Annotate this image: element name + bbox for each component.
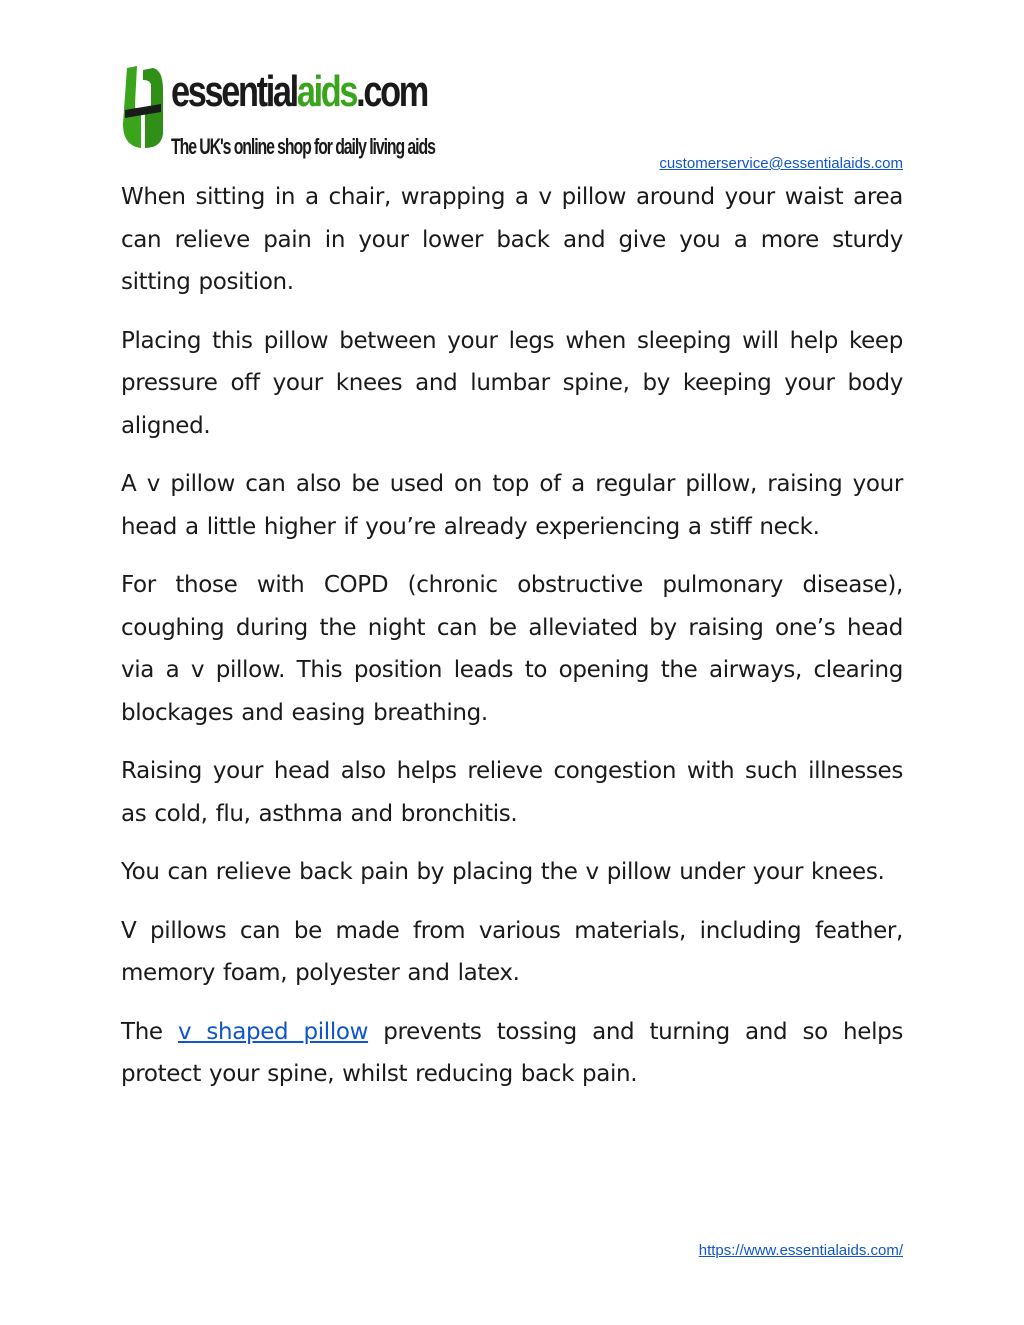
paragraph-1: When sitting in a chair, wrapping a v pillow around your waist area can relieve pain in your lower back and give you a more sturdy sitting position. (121, 184, 903, 295)
logo-tagline: The UK's online shop for daily living aids (171, 134, 435, 159)
paragraph-8-text-after: prevents tossing and turning and so helps protect your spine, whilst reducing back pain. (121, 1018, 903, 1087)
brand-logo[interactable] (121, 58, 435, 168)
paragraph-8 (121, 1011, 903, 1096)
customer-service-email-link[interactable]: customerservice@essentialaids.com (659, 155, 903, 172)
paragraph-2: Placing this pillow between your legs when sleeping will help keep pressure off your knees and lumbar spine, by keeping your body aligned. (121, 327, 903, 439)
logo-wordmark-part-1: essential (171, 67, 297, 116)
v-shaped-pillow-link[interactable]: v shaped pillow (177, 1018, 369, 1045)
logo-wordmark-part-3: .com (356, 67, 427, 116)
paragraph-4: For those with COPD (chronic obstructive pulmonary disease), coughing during the night can be alleviated by raising one’s head via a v pillow. This position leads to opening the airways, clearing blockages and easing breathing. (121, 572, 903, 726)
website-url-link[interactable]: https://www.essentialaids.com/ (698, 1242, 903, 1259)
paragraph-3: A v pillow can also be used on top of a regular pillow, raising your head a little higher if you’re already experiencing a stiff neck. (121, 471, 903, 540)
logo-mark-icon (121, 64, 165, 150)
article-body (121, 176, 903, 1112)
page-header (121, 58, 903, 178)
logo-wordmark (171, 67, 427, 116)
paragraph-5: Raising your head also helps relieve congestion with such illnesses as cold, flu, asthma and bronchitis. (121, 758, 903, 827)
paragraph-8-text-before: The (121, 1018, 178, 1045)
logo-wordmark-part-2: aids (296, 67, 357, 116)
paragraph-6: You can relieve back pain by placing the v pillow under your knees. (121, 859, 885, 885)
paragraph-7: V pillows can be made from various materials, including feather, memory foam, polyester and latex. (121, 917, 903, 986)
